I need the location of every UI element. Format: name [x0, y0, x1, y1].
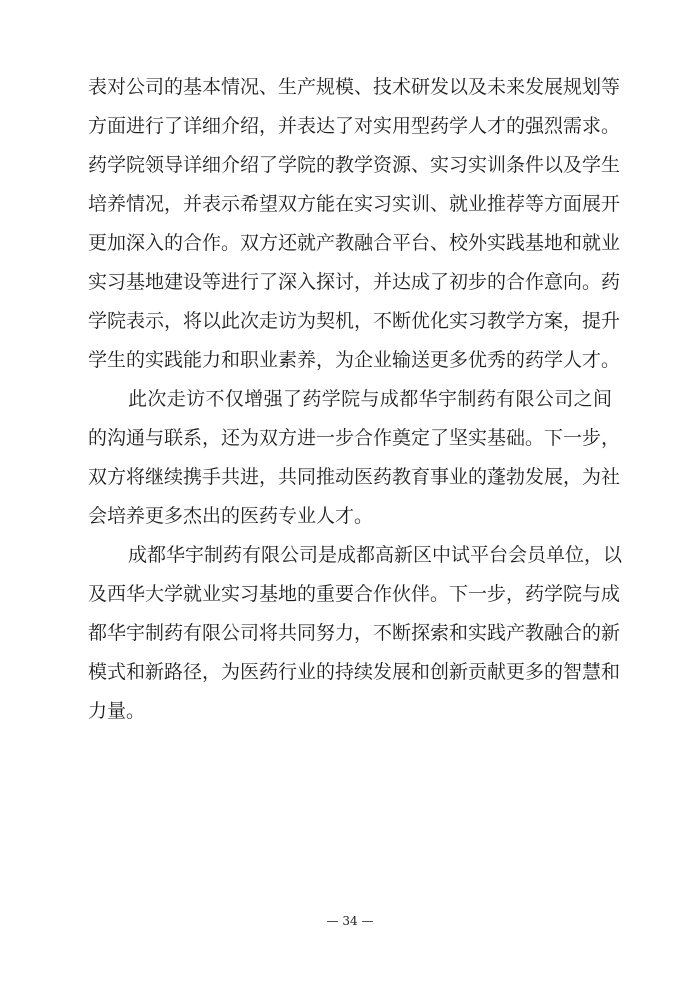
paragraph-line: 及西华大学就业实习基地的重要合作伙伴。下一步，药学院与成 [88, 583, 621, 605]
paragraph-line: 学生的实践能力和职业素养，为企业输送更多优秀的药学人才。 [88, 349, 621, 371]
paragraph-line: 都华宇制药有限公司将共同努力，不断探索和实践产教融合的新 [88, 622, 621, 644]
paragraph-line: 模式和新路径，为医药行业的持续发展和创新贡献更多的智慧和 [88, 661, 621, 683]
paragraph-line: 培养情况，并表示希望双方能在实习实训、就业推荐等方面展开 [88, 193, 621, 215]
page-number: — 34 — [326, 914, 374, 928]
paragraph-line: 表对公司的基本情况、生产规模、技术研发以及未来发展规划等 [88, 76, 621, 98]
paragraph-line: 的沟通与联系，还为双方进一步合作奠定了坚实基础。下一步， [88, 427, 621, 449]
paragraph-line: 实习基地建设等进行了深入探讨，并达成了初步的合作意向。药 [88, 271, 621, 293]
paragraph-line: 会培养更多杰出的医药专业人才。 [88, 505, 374, 527]
paragraph-line: 成都华宇制药有限公司是成都高新区中试平台会员单位，以 [128, 544, 623, 566]
paragraph-line: 双方将继续携手共进，共同推动医药教育事业的蓬勃发展，为社 [88, 466, 621, 488]
paragraph-line: 力量。 [88, 700, 146, 722]
paragraph-line: 此次走访不仅增强了药学院与成都华宇制药有限公司之间 [128, 388, 612, 410]
paragraph-line: 更加深入的合作。双方还就产教融合平台、校外实践基地和就业 [88, 232, 621, 254]
paragraph-line: 学院表示，将以此次走访为契机，不断优化实习教学方案，提升 [88, 310, 621, 332]
paragraph-line: 药学院领导详细介绍了学院的教学资源、实习实训条件以及学生 [88, 154, 621, 176]
paragraph-line: 方面进行了详细介绍，并表达了对实用型药学人才的强烈需求。 [88, 115, 621, 137]
